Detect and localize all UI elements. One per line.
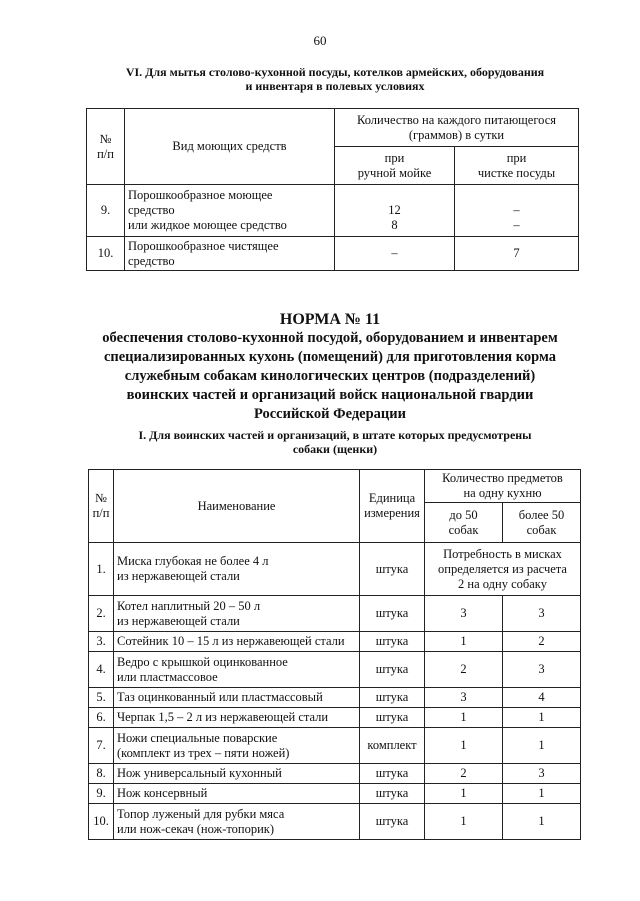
row-merged-note: Потребность в мисках определяется из расчета 2 на одну собаку [425, 543, 581, 596]
table-row [89, 596, 581, 632]
section-1-title [60, 428, 610, 456]
row-up-to-50: 1 [425, 784, 503, 804]
row-over-50: 3 [503, 596, 581, 632]
table-row [89, 728, 581, 764]
table-row [89, 652, 581, 688]
row-over-50: 3 [503, 764, 581, 784]
row-unit: штука [360, 784, 425, 804]
table-row [89, 804, 581, 840]
row-over-50: 1 [503, 728, 581, 764]
row-up-to-50: 1 [425, 632, 503, 652]
page-number: 60 [313, 33, 327, 48]
table-row [87, 185, 579, 237]
table-row [87, 237, 579, 271]
row-over-50: 3 [503, 652, 581, 688]
row-up-to-50: 3 [425, 688, 503, 708]
row-unit: штука [360, 596, 425, 632]
row-up-to-50: 2 [425, 764, 503, 784]
header-manual-wash: при ручной мойке [335, 147, 455, 185]
row-num: 9. [89, 784, 114, 804]
row-unit: штука [360, 632, 425, 652]
norma-subtitle-line: Российской Федерации [253, 406, 406, 422]
row-name: Сотейник 10 – 15 л из нержавеющей стали [114, 632, 360, 652]
row-name: Нож универсальный кухонный [114, 764, 360, 784]
table-row [89, 543, 581, 596]
row-unit: штука [360, 804, 425, 840]
table-row [89, 784, 581, 804]
row-name: Порошкообразное моющее средство или жидкое моющее средство [125, 185, 335, 237]
section-1-title-line-1: I. Для воинских частей и организаций, в штате которых предусмотрены [138, 428, 532, 442]
row-up-to-50: 2 [425, 652, 503, 688]
row-unit: штука [360, 764, 425, 784]
row-num: 3. [89, 632, 114, 652]
row-over-50: 2 [503, 632, 581, 652]
row-name: Нож консервный [114, 784, 360, 804]
row-up-to-50: 1 [425, 708, 503, 728]
row-name: Котел наплитный 20 – 50 л из нержавеющей стали [114, 596, 360, 632]
row-over-50: 1 [503, 708, 581, 728]
row-unit: штука [360, 708, 425, 728]
table-row [89, 764, 581, 784]
row-num: 6. [89, 708, 114, 728]
row-manual-value: 12 8 [335, 185, 455, 237]
table-row [89, 688, 581, 708]
row-up-to-50: 3 [425, 596, 503, 632]
row-over-50: 1 [503, 784, 581, 804]
row-unit: штука [360, 688, 425, 708]
row-unit: штука [360, 543, 425, 596]
row-cleaning-value: – – [455, 185, 579, 237]
row-name: Порошкообразное чистящее средство [125, 237, 335, 271]
row-num: 9. [87, 185, 125, 237]
row-unit: штука [360, 652, 425, 688]
row-num: 8. [89, 764, 114, 784]
row-num: 1. [89, 543, 114, 596]
header-quantity: Количество на каждого питающегося (граммов) в сутки [335, 109, 579, 147]
kitchen-equipment-table [88, 469, 581, 840]
header-num: № п/п [87, 109, 125, 185]
detergents-table [86, 108, 579, 271]
section-6-title [60, 65, 610, 93]
section-1-title-line-2: собаки (щенки) [292, 442, 378, 456]
header-dish-cleaning: при чистке посуды [455, 147, 579, 185]
row-name: Таз оцинкованный или пластмассовый [114, 688, 360, 708]
section-6-title-line-2: и инвентаря в полевых условиях [245, 79, 425, 93]
norma-subtitle-line: обеспечения столово-кухонной посудой, оборудованием и инвентарем [102, 330, 558, 346]
row-over-50: 1 [503, 804, 581, 840]
row-num: 5. [89, 688, 114, 708]
header-num: № п/п [89, 470, 114, 543]
header-unit: Единица измерения [360, 470, 425, 543]
row-up-to-50: 1 [425, 728, 503, 764]
norma-title: НОРМА № 11 [279, 311, 381, 328]
table-row [89, 708, 581, 728]
row-name: Миска глубокая не более 4 л из нержавеющей стали [114, 543, 360, 596]
row-name: Ножи специальные поварские (комплект из трех – пяти ножей) [114, 728, 360, 764]
header-name: Наименование [114, 470, 360, 543]
row-over-50: 4 [503, 688, 581, 708]
row-num: 10. [89, 804, 114, 840]
row-cleaning-value: 7 [455, 237, 579, 271]
row-num: 4. [89, 652, 114, 688]
table-row [89, 632, 581, 652]
norma-subtitle-line: воинских частей и организаций войск национальной гвардии [126, 387, 534, 403]
row-manual-value: – [335, 237, 455, 271]
row-name: Ведро с крышкой оцинкованное или пластмассовое [114, 652, 360, 688]
row-up-to-50: 1 [425, 804, 503, 840]
header-over-50: более 50 собак [503, 503, 581, 543]
section-6-title-line-1: VI. Для мытья столово-кухонной посуды, котелков армейских, оборудования [125, 65, 545, 79]
header-detergent-type: Вид моющих средств [125, 109, 335, 185]
row-num: 7. [89, 728, 114, 764]
norma-subtitle-line: специализированных кухонь (помещений) для приготовления корма [103, 349, 557, 365]
row-num: 2. [89, 596, 114, 632]
row-num: 10. [87, 237, 125, 271]
row-name: Топор луженый для рубки мяса или нож-секач (нож-топорик) [114, 804, 360, 840]
header-up-to-50: до 50 собак [425, 503, 503, 543]
row-unit: комплект [360, 728, 425, 764]
row-name: Черпак 1,5 – 2 л из нержавеющей стали [114, 708, 360, 728]
norma-subtitle-line: служебным собакам кинологических центров (подразделений) [124, 368, 536, 384]
norma-heading [50, 310, 610, 424]
header-quantity: Количество предметов на одну кухню [425, 470, 581, 503]
